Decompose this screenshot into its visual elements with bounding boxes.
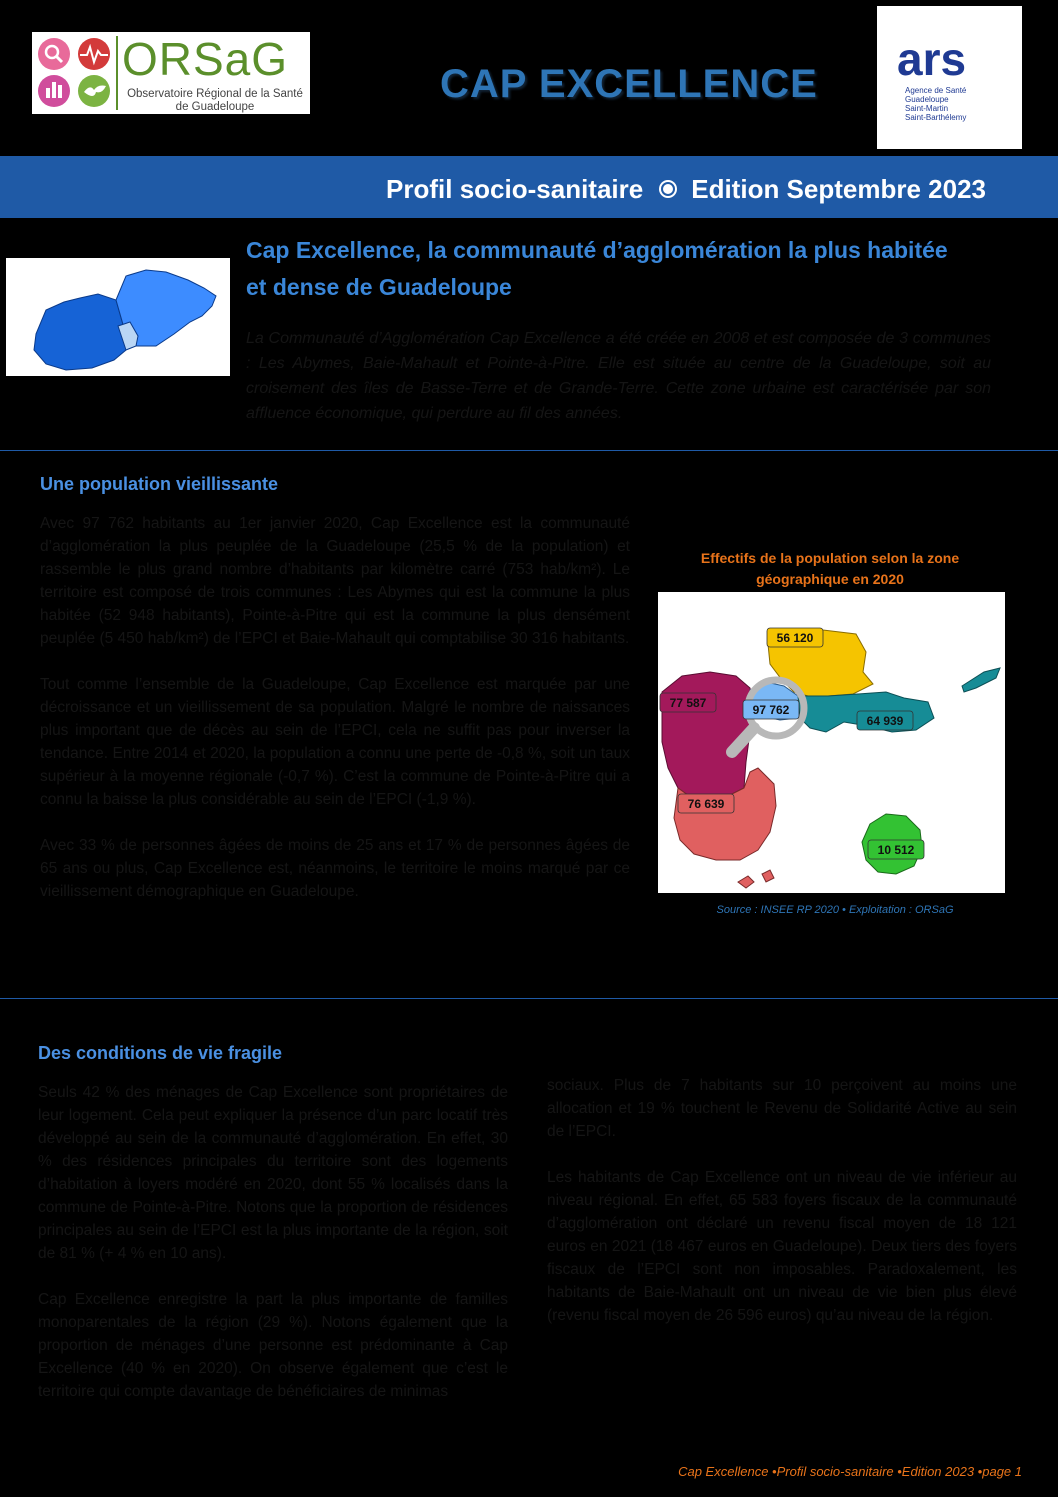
zone-les-saintes-2 — [762, 870, 774, 882]
map-label: 56 120 — [776, 631, 814, 645]
section-1-body — [40, 512, 630, 926]
population-map — [658, 592, 1005, 893]
bullet-icon — [661, 182, 675, 196]
map-label: 64 939 — [866, 714, 904, 728]
population-map-svg — [658, 592, 1005, 893]
section-2-left-paragraph-1: Seuls 42 % des ménages de Cap Excellence sont propriétaires de leur logement. Cela peut expliquer la présence d’un parc locatif très développé au sein de la communauté d’agglomération. En effet, 30 % des résidences principales du territoire sont des logements d’habitation à loyers modéré en 2020, dont 55 % localisés dans la commune de Pointe-à-Pitre. Notons que la proportion de résidences principales au sein de l’EPCI est la plus importante de la région, soit de 81 % (+ 4 % en 10 ans). — [38, 1084, 508, 1262]
ars-name: ars — [897, 33, 967, 85]
map-label: 76 639 — [687, 797, 725, 811]
ars-logo — [877, 6, 1022, 149]
section-1-paragraph-2: Tout comme l’ensemble de la Guadeloupe, Cap Excellence est marquée par une décroissance et un vieillissement de sa population. Malgré le nombre de naissances plus important que de décès au sein de l’EPCI, cela ne suffit pas pour inverser la tendance. Entre 2014 et 2020, la population a connu une perte de -0,8 %, soit un taux supérieur à la moyenne régionale (-0,7 %). C’est la commune de Pointe-à-Pitre qui a connu la baisse la plus considérable au sein de l’EPCI (-1,9 %). — [40, 676, 630, 808]
search-icon — [38, 38, 70, 70]
map-label: 97 762 — [752, 703, 790, 717]
band-left-text: Profil socio-sanitaire — [386, 174, 644, 204]
section-2-right-paragraph-1: sociaux. Plus de 7 habitants sur 10 perçoivent au moins une allocation et 19 % touchent le Revenu de Solidarité Active au sein de l’EPCI. — [547, 1077, 1017, 1140]
intro-text: La Communauté d’Agglomération Cap Excellence a été créée en 2008 et est composée de 3 communes : Les Abymes, Baie-Mahault et Pointe-à-Pitre. Elle est située au centre de la Guadeloupe, soit au croisement des îles de Basse-Terre et de Grande-Terre. Cette zone urbaine est caractérisée par son affluence économique, qui perdure au fil des années. — [246, 330, 991, 422]
divider-2 — [0, 998, 1058, 999]
page-footer: Cap Excellence •Profil socio-sanitaire •Edition 2023 •page 1 — [678, 1464, 1022, 1479]
divider-1 — [0, 450, 1058, 451]
orsag-icons — [36, 36, 116, 110]
section-2-left-column — [38, 1081, 508, 1426]
ars-line-4: Saint-Barthélemy — [905, 113, 967, 122]
edition-band-text — [386, 174, 986, 205]
page-title: CAP EXCELLENCE — [440, 62, 818, 106]
ars-line-1: Agence de Santé — [905, 86, 967, 95]
intro-heading: Cap Excellence, la communauté d’agglomération la plus habitée et dense de Guadeloupe — [246, 237, 948, 300]
orsag-name: ORSaG — [122, 33, 289, 85]
section-2-title: Des conditions de vie fragile — [38, 1043, 283, 1063]
figure-source: Source : INSEE RP 2020 • Exploitation : ORSaG — [716, 904, 954, 916]
band-right-text: Edition Septembre 2023 — [691, 174, 986, 204]
section-2-right-paragraph-2: Les habitants de Cap Excellence ont un niveau de vie inférieur au niveau régional. En effet, 65 583 foyers fiscaux de la communauté d’agglomération ont déclaré un revenu fiscal moyen de 18 121 euros en 2021 (18 467 euros en Guadeloupe). Deux tiers des foyers fiscaux de l’EPCI sont non imposables. Paradoxalement, les habitants de Baie-Mahault ont un niveau de vie bien plus élevé (revenu fiscal moyen de 26 596 euros) qu’au niveau de la région. — [547, 1169, 1017, 1324]
orsag-logo — [32, 32, 310, 114]
section-1-paragraph-1: Avec 97 762 habitants au 1er janvier 2020, Cap Excellence est la communauté d’agglomération la plus peuplée de la Guadeloupe (25,5 % de la population) et rassemble le plus grand nombre d’habitants par kilomètre carré (753 hab/km²). Le territoire est composé de trois communes : Les Abymes qui est la commune la plus habitée (52 948 habitants), Pointe-à-Pitre qui est la commune la plus densément peuplée (5 450 hab/km²) de l’EPCI et Baie-Mahault qui comptabilise 30 316 habitants. — [40, 515, 630, 647]
section-2-left-paragraph-2: Cap Excellence enregistre la part la plus importante de familles monoparentales de la région (29 %). Notons également que la proportion de ménages d’une personne est prédominante à Cap Excellence (40 % en 2020). On observe également que c’est le territoire qui compte davantage de bénéficiaires de minimas — [38, 1291, 508, 1400]
figure-title: Effectifs de la population selon la zone géographique en 2020 — [700, 550, 960, 587]
section-2-right-column — [547, 1074, 1017, 1350]
map-label: 77 587 — [669, 696, 707, 710]
orsag-subtitle: Observatoire Régional de la Santé de Guadeloupe — [127, 88, 303, 113]
ars-wordmark — [897, 33, 967, 85]
ars-line-2: Guadeloupe — [905, 95, 949, 104]
ars-line-3: Saint-Martin — [905, 104, 949, 113]
section-1-paragraph-3: Avec 33 % de personnes âgées de moins de 25 ans et 17 % de personnes âgées de 65 ans ou plus, Cap Excellence est, néanmoins, le territoire le moins marqué par ce vieillissement démographique en Guadeloupe. — [40, 837, 630, 900]
section-1-title: Une population vieillissante — [40, 474, 279, 494]
epci-location-map — [6, 258, 230, 376]
map-label: 10 512 — [877, 843, 915, 857]
zone-les-saintes — [738, 876, 754, 888]
zone-la-desirade — [962, 668, 1000, 692]
